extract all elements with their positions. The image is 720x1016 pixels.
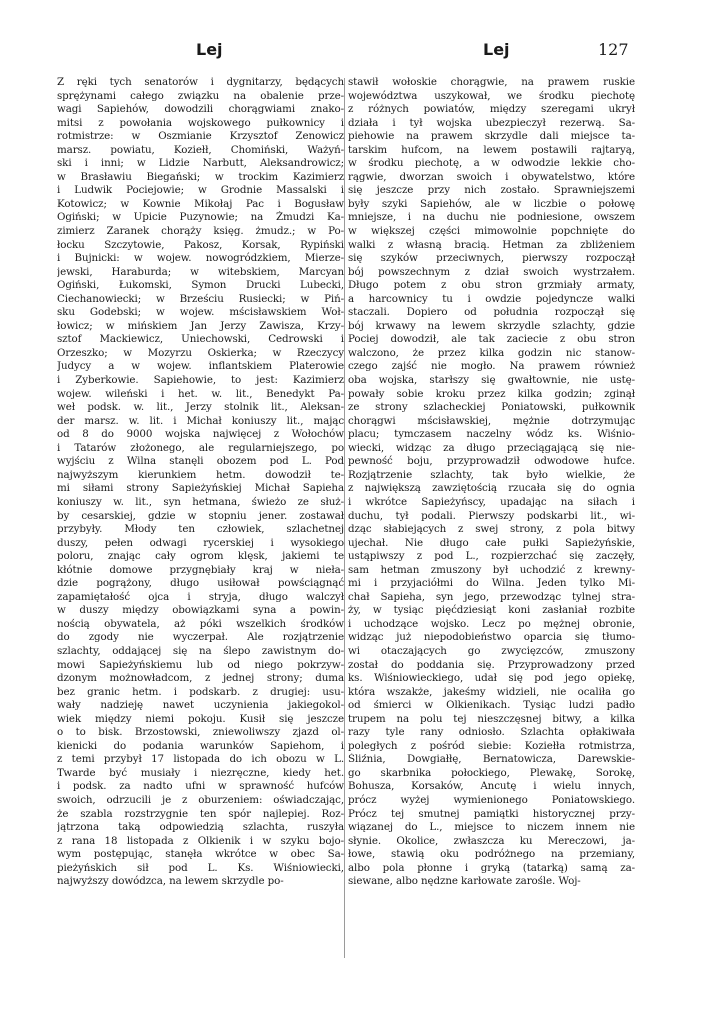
text-line: wiecki, widząc za długo przeciągającą się nie- bbox=[348, 441, 635, 454]
text-line: łowe, stawią oku podróżnego na przemiany, bbox=[348, 848, 635, 861]
text-line: się szyków przeciwnych, pierwszy rozpoczął bbox=[348, 252, 635, 265]
text-line: swoich, odrzucili je z oburzeniem: oświadczając, bbox=[57, 793, 344, 806]
text-line: z różnych powiatów, między szeregami ukrył bbox=[348, 103, 635, 116]
text-line: łocku Szczytowie, Pakosz, Korsak, Rypiński bbox=[57, 238, 344, 251]
text-line: najwyższy dowódzca, na lewem skrzydle po- bbox=[57, 875, 284, 888]
text-line: szlachty, oddającej się na ślepo zawistnym do- bbox=[57, 644, 344, 657]
text-line: albo pola płonne i gryką (tatarką) samą za- bbox=[348, 861, 635, 874]
text-line: Śliźnia, Dowgiałłę, Bernatowicza, Darewskie- bbox=[348, 753, 635, 766]
text-line: ks. Wiśniowieckiego, udał się pod jego opiekę, bbox=[348, 672, 635, 685]
text-line: Z ręki tych senatorów i dygnitarzy, będących bbox=[57, 76, 344, 88]
left-text-column bbox=[57, 76, 344, 889]
text-line: staczali. Dopiero od południa rozpoczął się bbox=[348, 306, 635, 319]
text-line: nością obywatela, aż póki wszelkich środków bbox=[57, 617, 344, 630]
text-line: wały nadzieję nawet uczynienia jakiegokol- bbox=[57, 699, 344, 712]
text-line: Ogiński; w Upicie Puzynowie; na Żmudzi Ka- bbox=[57, 211, 344, 224]
text-line: i podsk. za nadto ufni w sprawność hufców bbox=[57, 780, 344, 793]
text-line: powały sobie kroku przez kilka godzin; zginął bbox=[348, 387, 635, 400]
text-line: mi i przyjaciółmi do Wilna. Jeden tylko Mi- bbox=[348, 577, 635, 590]
text-line: od 8 do 9000 wojska najwięcej z Wołochów bbox=[57, 428, 344, 441]
text-line: tarskim hufcom, na lewem postawili rajtaryą, bbox=[348, 143, 635, 156]
text-line: pieżyńskich sił pod L. Ks. Wiśniowiecki, bbox=[57, 861, 344, 874]
text-line: Bohusza, Korsaków, Ancutę i wielu innych, bbox=[348, 780, 635, 793]
text-line: sam hetman zmuszony był uchodzić z krewny- bbox=[348, 563, 635, 576]
text-line: w duszy między obowiązkami syna a powin- bbox=[57, 604, 344, 617]
text-line: zimierz Zaranek chorąży księg. żmudz.; w Po- bbox=[57, 225, 344, 238]
text-line: piehowie na prawem skrzydle dali miejsce ta- bbox=[348, 130, 635, 143]
text-line: sztof Mackiewicz, Uniechowski, Cedrowski i bbox=[57, 333, 344, 346]
text-line: ujechał. Nie długo całe pułki Sapieżyńskie, bbox=[348, 536, 635, 549]
text-line: siewane, albo nędzne karłowate zarośle. Woj- bbox=[348, 875, 581, 888]
text-line: walczono, że przez kilka godzin nic stanow- bbox=[348, 346, 635, 359]
text-line: Rozjątrzenie szlachty, tak było wielkie, że bbox=[348, 468, 635, 481]
text-line: i uchodzące wojsko. Lecz po mężnej obronie, bbox=[348, 617, 635, 630]
text-line: mowi Sapieżyńskiemu lub od niego pokrzyw- bbox=[57, 658, 344, 671]
text-line: wiązanej do L., miejsce to niczem innem nie bbox=[348, 821, 635, 834]
page-number: 127 bbox=[598, 40, 629, 59]
text-line: się jeszcze przy nich zostało. Sprawniejszemi bbox=[348, 184, 635, 197]
running-head-right: Lej bbox=[483, 40, 510, 59]
text-line: bez granic hetm. i podskarb. z drugiej: usu- bbox=[57, 685, 344, 698]
text-line: kłótnie domowe przygnębiały kraj w nieła- bbox=[57, 563, 344, 576]
text-line: ski i inni; w Lidzie Narbutt, Aleksandrowicz; bbox=[57, 157, 344, 170]
text-line: go skarbnika połockiego, Plewakę, Sorokę, bbox=[348, 766, 635, 779]
text-line: a harcownicy tu i owdzie pojedyncze walki bbox=[348, 292, 635, 305]
text-line: ustąpiwszy z pod L., rozpierzchać się zaczęły, bbox=[348, 550, 635, 563]
column-divider bbox=[344, 78, 345, 958]
right-text-column bbox=[348, 76, 635, 889]
text-line: i Bujnicki: w wojew. nowogródzkiem, Mierze- bbox=[57, 252, 344, 265]
text-line: der marsz. w. lit. i Michał koniuszy lit., mając bbox=[57, 414, 344, 427]
text-line: ży, w tysiąc pięćdziesiąt koni zasłaniał rozbite bbox=[348, 604, 635, 617]
text-line: działa i tył wojska ubezpieczył rezerwą. Sa- bbox=[348, 116, 635, 129]
text-line: wi otaczających go zwycięzców, zmuszony bbox=[348, 644, 635, 657]
text-line: łowicz; w mińskiem Jan Jerzy Zawisza, Krzy- bbox=[57, 319, 344, 332]
text-line: w Brasławiu Biegański; w trockim Kazimierz bbox=[57, 170, 344, 183]
text-line: stawił wołoskie chorągwie, na prawem ruskie bbox=[348, 76, 635, 88]
text-line: mi siłami strony Sapieżyńskiej Michał Sapieha bbox=[57, 482, 344, 495]
text-line: która wszakże, jakeśmy widzieli, nie ocaliła go bbox=[348, 685, 635, 698]
text-line: trupem na polu tej nieszczęsnej bitwy, a kilka bbox=[348, 712, 635, 725]
text-line: dzie pogrążony, długo usiłował powściągnąć bbox=[57, 577, 344, 590]
text-line: wyjściu z Wilna stanęli obozem pod L. Pod bbox=[57, 455, 344, 468]
text-line: i wkrótce Sapieżyńscy, upadając na siłach i bbox=[348, 495, 635, 508]
text-line: marsz. powiatu, Koziełł, Chomiński, Ważyń- bbox=[57, 143, 344, 156]
text-line: z temi przybył 17 listopada do ich obozu w L. bbox=[57, 753, 344, 766]
text-line: duchu, tył podali. Pierwszy podskarbi lit., wi- bbox=[348, 509, 635, 522]
text-line: od śmierci w Olkienikach. Tysiąc ludzi padło bbox=[348, 699, 635, 712]
text-line: o to bisk. Brzostowski, zniewoliwszy zjazd ol- bbox=[57, 726, 344, 739]
text-line: weł podsk. w. lit., Jerzy stolnik lit., Aleksan- bbox=[57, 401, 344, 414]
text-line: bój powszechnym z dział swoich wystrzałem. bbox=[348, 265, 635, 278]
text-line: w środku piechotę, a w odwodzie lekkie cho- bbox=[348, 157, 635, 170]
text-line: jątrzona taką odpowiedzią szlachta, ruszyła bbox=[57, 821, 344, 834]
text-line: pewność boju, przyprowadził odwodowe hufce. bbox=[348, 455, 635, 468]
text-line: placu; tymczasem naczelny wódz ks. Wiśnio- bbox=[348, 428, 635, 441]
text-line: poloru, znając cały ogrom klęsk, jakiemi te bbox=[57, 550, 344, 563]
text-line: i Tatarów złożonego, ale regularniejszego, po bbox=[57, 441, 344, 454]
text-line: rotmistrze: w Oszmianie Krzysztof Zenowicz bbox=[57, 130, 344, 143]
text-line: Judycy a w wojew. inflantskiem Platerowie bbox=[57, 360, 344, 373]
text-line: Długo potem z obu stron grzmiały armaty, bbox=[348, 279, 635, 292]
running-head-left: Lej bbox=[196, 40, 223, 59]
text-line: były szyki Sapiehów, ale w liczbie o połowę bbox=[348, 197, 635, 210]
text-line: chorągwi mścisławskiej, mężnie dotrzymując bbox=[348, 414, 635, 427]
text-line: mitsi z powołania wojskowego pułkownicy i bbox=[57, 116, 344, 129]
text-line: razy tyle rany odniosło. Szlachta opłakiwała bbox=[348, 726, 635, 739]
text-line: czego zajść nie mogło. Na prawem również bbox=[348, 360, 635, 373]
text-line: oba wojska, starłszy się gwałtownie, nie ustę- bbox=[348, 374, 635, 387]
text-line: sku Godebski; w wojew. mścisławskiem Woł- bbox=[57, 306, 344, 319]
text-line: Twarde być musiały i niezręczne, kiedy het. bbox=[57, 766, 344, 779]
text-line: prócz wyżej wymienionego Poniatowskiego. bbox=[348, 793, 635, 806]
text-line: z największą zawziętością rzucała się do ognia bbox=[348, 482, 635, 495]
text-line: jewski, Haraburda; w witebskiem, Marcyan bbox=[57, 265, 344, 278]
text-line: wagi Sapiehów, dowodzili chorągwiami znako- bbox=[57, 103, 344, 116]
text-line: Kotowicz; w Kownie Mikołaj Pac i Bogusław bbox=[57, 197, 344, 210]
text-line: że szabla rozstrzygnie ten spór najlepiej. Roz- bbox=[57, 807, 344, 820]
text-line: do zgody nie wyczerpał. Ale rozjątrzenie bbox=[57, 631, 344, 644]
text-line: i Zyberkowie. Sapiehowie, to jest: Kazimierz bbox=[57, 374, 344, 387]
text-line: dząc słabiejących z swej strony, z pola bitwy bbox=[348, 523, 635, 536]
text-line: sprężynami całego związku na obalenie prze- bbox=[57, 89, 344, 102]
text-line: duszy, pełen odwagi rycerskiej i wysokiego bbox=[57, 536, 344, 549]
text-line: województwa uszykował, we środku piechotę bbox=[348, 89, 635, 102]
text-line: wojew. wileński i het. w. lit., Benedykt Pa- bbox=[57, 387, 344, 400]
text-line: mniejsze, i na duchu nie podniesione, owszem bbox=[348, 211, 635, 224]
text-line: z rana 18 listopada z Olkienik i w szyku bojo- bbox=[57, 834, 344, 847]
text-line: chał Sapieha, syn jego, przewodząc tylnej stra- bbox=[348, 590, 635, 603]
text-line: kienicki do podania warunków Sapiehom, i bbox=[57, 739, 344, 752]
text-line: rągwie, dworzan swoich i obywatelstwo, które bbox=[348, 170, 635, 183]
text-line: Ciechanowiecki; w Brześciu Rusiecki; w Piń- bbox=[57, 292, 344, 305]
text-line: Orzeszko; w Mozyrzu Oskierka; w Rzeczycy bbox=[57, 346, 344, 359]
text-line: by cesarskiej, gdzie w stopniu jener. zostawał bbox=[57, 509, 344, 522]
text-line: dzonym możnowładcom, z jednej strony; duma bbox=[57, 672, 344, 685]
text-line: słynie. Okolice, zwłaszcza ku Mereczowi, ja- bbox=[348, 834, 635, 847]
text-line: przybyły. Młody ten człowiek, szlachetnej bbox=[57, 523, 344, 536]
text-line: walki z własną bracią. Hetman za zbliżeniem bbox=[348, 238, 635, 251]
text-line: bój krwawy na lewem skrzydle szlachty, gdzie bbox=[348, 319, 635, 332]
text-line: został do poddania się. Przyprowadzony przed bbox=[348, 658, 635, 671]
text-line: i Ludwik Pociejowie; w Grodnie Massalski i bbox=[57, 184, 344, 197]
text-line: ze strony szlacheckiej Poniatowski, pułkownik bbox=[348, 401, 635, 414]
text-line: Prócz tej smutnej pamiątki historycznej przy- bbox=[348, 807, 635, 820]
text-line: Ogiński, Łukomski, Symon Drucki Lubecki, bbox=[57, 279, 344, 292]
text-line: w większej części mimowolnie popchnięte do bbox=[348, 225, 635, 238]
text-line: wiek między niemi pokoju. Kusił się jeszcze bbox=[57, 712, 344, 725]
text-line: Pociej dowodził, ale tak zaciecie z obu stron bbox=[348, 333, 635, 346]
text-line: poległych z pośród siebie: Koziełła rotmistrza, bbox=[348, 739, 635, 752]
text-line: najwyższym kierunkiem hetm. dowodził te- bbox=[57, 468, 344, 481]
text-line: widząc już niepodobieństwo oparcia się tłumo- bbox=[348, 631, 635, 644]
text-line: koniuszy w. lit., syn hetmana, świeżo ze służ- bbox=[57, 495, 344, 508]
text-line: zapamiętałość ojca i stryja, długo walczył bbox=[57, 590, 344, 603]
text-line: wym postępując, stanęła wkrótce w obec Sa- bbox=[57, 848, 344, 861]
